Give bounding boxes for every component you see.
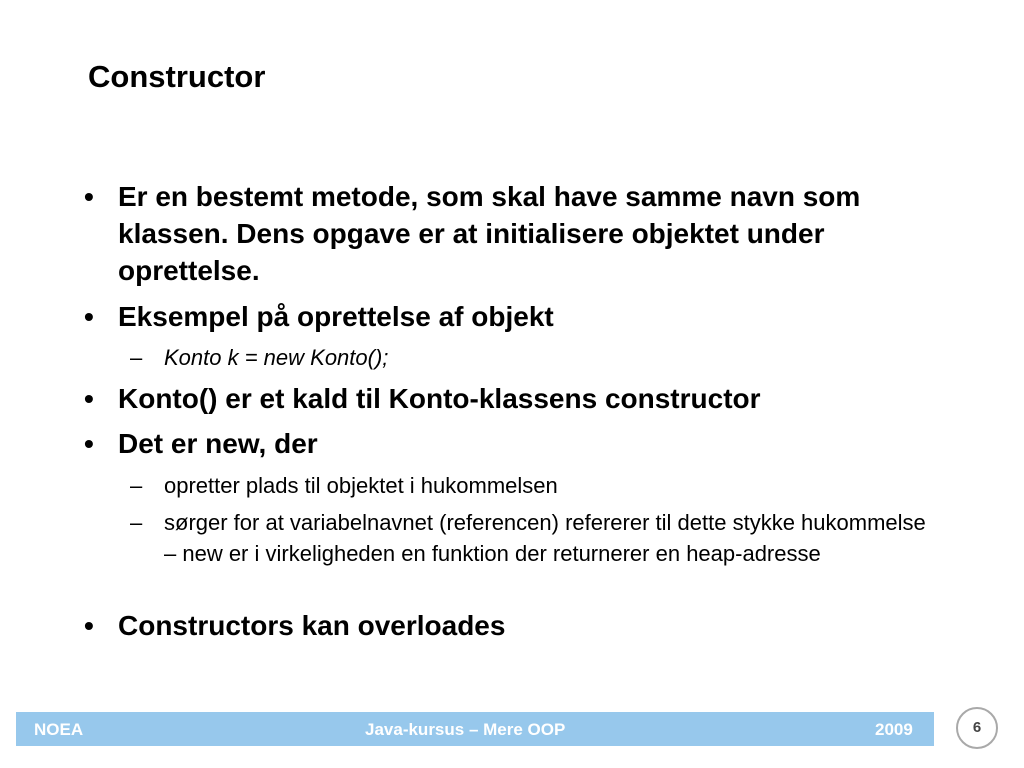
bullet-marker: • bbox=[84, 383, 94, 414]
bullet-marker: • bbox=[84, 181, 94, 212]
bullet-marker: • bbox=[84, 428, 94, 459]
bullet-example-heading: Eksempel på oprettelse af objekt bbox=[118, 301, 554, 332]
footer-year: 2009 bbox=[875, 720, 913, 739]
bullet-marker: • bbox=[84, 610, 94, 641]
footer-course-title: Java-kursus – Mere OOP bbox=[365, 720, 566, 739]
page-number: 6 bbox=[972, 719, 982, 736]
dash-marker: – bbox=[130, 510, 143, 535]
slide-title: Constructor bbox=[88, 59, 266, 94]
bullet-marker: • bbox=[84, 301, 94, 332]
dash-marker: – bbox=[130, 473, 143, 498]
bullet-overloading: Constructors kan overloades bbox=[118, 610, 506, 641]
bullet-constructor-definition: Er en bestemt metode, som skal have samme navn som klassen. Dens opgave er at initialisere objektet under oprettelse. bbox=[118, 181, 861, 286]
dash-marker: – bbox=[130, 345, 143, 370]
bullet-constructor-call: Konto() er et kald til Konto-klassens constructor bbox=[118, 383, 761, 414]
sub-bullet-memory-allocation: opretter plads til objektet i hukommelsen bbox=[164, 473, 558, 498]
sub-bullet-reference: sørger for at variabelnavnet (referencen) refererer til dette stykke hukommelse – new er i virkeligheden en funktion der returnerer en heap-adresse bbox=[164, 510, 926, 566]
code-example: Konto k = new Konto(); bbox=[164, 345, 389, 370]
footer-organization: NOEA bbox=[34, 720, 84, 739]
bullet-new-operator: Det er new, der bbox=[118, 428, 318, 459]
